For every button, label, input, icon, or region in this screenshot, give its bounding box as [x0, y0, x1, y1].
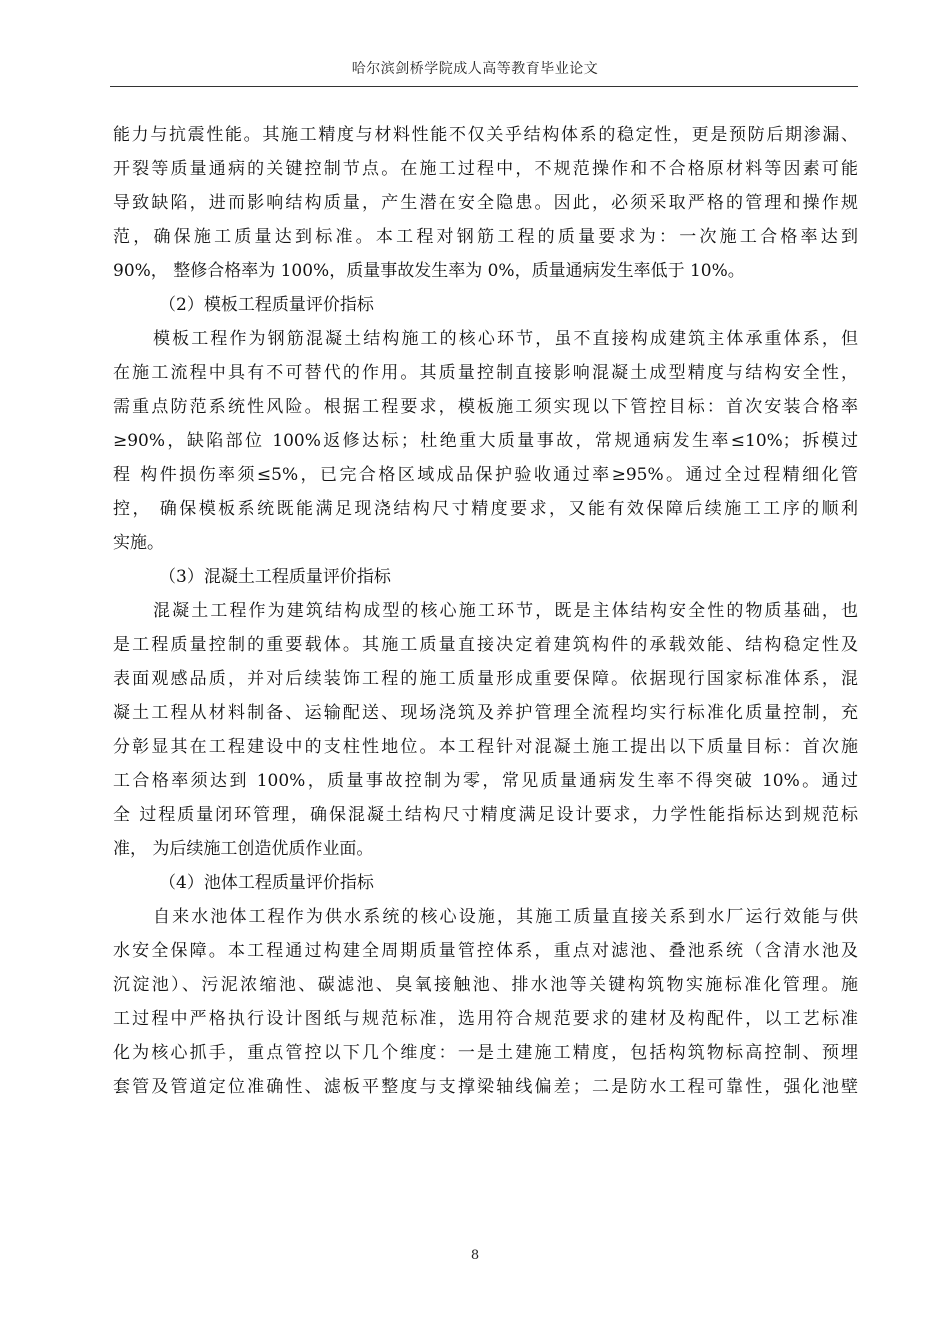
text-line: 套管及管道定位准确性、滤板平整度与支撑梁轴线偏差；二是防水工程可靠性，强化池壁: [113, 1077, 858, 1097]
text-line: 自来水池体工程作为供水系统的核心设施，其施工质量直接关系到水厂运行效能与供: [153, 907, 858, 927]
text-line: ≥90%，缺陷部位 100%返修达标；杜绝重大质量事故，常规通病发生率≤10%；拆模过: [113, 431, 858, 451]
text-line: 工合格率须达到 100%，质量事故控制为零，常见质量通病发生率不得突破 10%。通过: [113, 771, 858, 791]
text-line: 准， 为后续施工创造优质作业面。: [113, 839, 374, 859]
text-line: 凝土工程从材料制备、运输配送、现场浇筑及养护管理全流程均实行标准化质量控制，充: [113, 703, 858, 723]
text-line: 模板工程作为钢筋混凝土结构施工的核心环节，虽不直接构成建筑主体承重体系，但: [153, 329, 858, 349]
text-line: 沉淀池）、污泥浓缩池、碳滤池、臭氧接触池、排水池等关键构筑物实施标准化管理。施: [113, 975, 858, 995]
page-number: 8: [470, 1248, 480, 1263]
text-line: 全 过程质量闭环管理，确保混凝土结构尺寸精度满足设计要求，力学性能指标达到规范标: [113, 805, 858, 825]
text-line: 在施工流程中具有不可替代的作用。其质量控制直接影响混凝土成型精度与结构安全性，: [113, 363, 858, 383]
text-line: 是工程质量控制的重要载体。其施工质量直接决定着建筑构件的承载效能、结构稳定性及: [113, 635, 858, 655]
text-line: 水安全保障。本工程通过构建全周期质量管控体系，重点对滤池、叠池系统（含清水池及: [113, 941, 858, 961]
text-line: 混凝土工程作为建筑结构成型的核心施工环节，既是主体结构安全性的物质基础，也: [153, 601, 858, 621]
section-heading-pool: （4）池体工程质量评价指标: [159, 873, 374, 893]
text-line: 控， 确保模板系统既能满足现浇结构尺寸精度要求，又能有效保障后续施工工序的顺利: [113, 499, 858, 519]
body-text: [113, 118, 858, 1104]
text-line: 化为核心抓手，重点管控以下几个维度：一是土建施工精度，包括构筑物标高控制、预埋: [113, 1043, 858, 1063]
text-line: 表面观感品质，并对后续装饰工程的施工质量形成重要保障。依据现行国家标准体系，混: [113, 669, 858, 689]
text-line: 开裂等质量通病的关键控制节点。在施工过程中，不规范操作和不合格原材料等因素可能: [113, 159, 858, 179]
text-line: 导致缺陷，进而影响结构质量，产生潜在安全隐患。因此，必须采取严格的管理和操作规: [113, 193, 858, 213]
text-line: 分彰显其在工程建设中的支柱性地位。本工程针对混凝土施工提出以下质量目标：首次施: [113, 737, 858, 757]
section-heading-formwork: （2）模板工程质量评价指标: [159, 295, 374, 315]
text-line: 范，确保施工质量达到标准。本工程对钢筋工程的质量要求为：一次施工合格率达到: [113, 227, 858, 247]
text-line: 能力与抗震性能。其施工精度与材料性能不仅关乎结构体系的稳定性，更是预防后期渗漏、: [113, 125, 858, 145]
text-line: 实施。: [113, 533, 164, 553]
section-heading-concrete: （3）混凝土工程质量评价指标: [159, 567, 391, 587]
text-line: 需重点防范系统性风险。根据工程要求，模板施工须实现以下管控目标：首次安装合格率: [113, 397, 858, 417]
text-line: 工过程中严格执行设计图纸与规范标准，选用符合规范要求的建材及构配件，以工艺标准: [113, 1009, 858, 1029]
header-divider: [110, 86, 858, 87]
text-line: 90%， 整修合格率为 100%，质量事故发生率为 0%，质量通病发生率低于 10%。: [113, 261, 745, 281]
text-line: 程 构件损伤率须≤5%，已完合格区域成品保护验收通过率≥95%。通过全过程精细化管: [113, 465, 858, 485]
running-header: 哈尔滨剑桥学院成人高等教育毕业论文: [351, 61, 599, 77]
